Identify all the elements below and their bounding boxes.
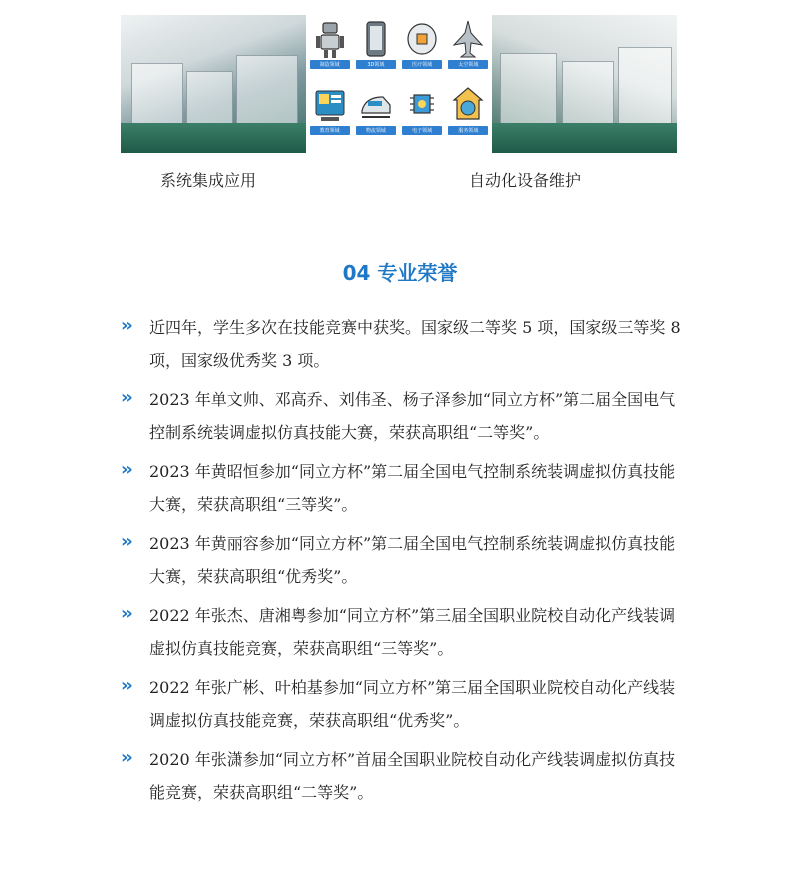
field-electronics — [401, 85, 444, 149]
honor-text: 近四年，学生多次在技能竞赛中获奖。国家级二等奖 5 项，国家级三等奖 8 项，国家级优秀奖 3 项。 — [149, 318, 681, 370]
field-label: 太空领域 — [448, 60, 488, 69]
honor-item — [121, 671, 681, 737]
field-manufacturing — [308, 19, 351, 83]
house-fan-icon — [451, 85, 485, 125]
field-service — [447, 85, 490, 149]
banner-image — [121, 15, 677, 153]
field-label: 医疗领域 — [402, 60, 442, 69]
honor-item — [121, 311, 681, 377]
field-label: 服务领域 — [448, 126, 488, 135]
double-chevron-icon: ›› — [121, 675, 130, 696]
factory-photo-left — [121, 15, 306, 153]
section-title: 04 专业荣誉 — [342, 261, 458, 285]
honor-text: 2022 年张广彬、叶柏基参加“同立方杯”第三届全国职业院校自动化产线装调虚拟仿真技能竞赛，荣获高职组“优秀奖”。 — [149, 678, 676, 730]
honor-item — [121, 455, 681, 521]
application-fields-panel — [306, 15, 492, 153]
honor-text: 2023 年黄昭恒参加“同立方杯”第二届全国电气控制系统装调虚拟仿真技能大赛，荣获高职组“三等奖”。 — [149, 462, 676, 514]
brain-icon — [405, 19, 439, 59]
field-label: 电子领域 — [402, 126, 442, 135]
honor-item — [121, 743, 681, 809]
field-medical — [401, 19, 444, 83]
field-label: 制造领域 — [310, 60, 350, 69]
field-logistics — [354, 85, 397, 149]
honors-list — [121, 311, 681, 809]
factory-photo-right — [492, 15, 677, 153]
caption-system-integration: 系统集成应用 — [160, 171, 257, 190]
honor-item — [121, 599, 681, 665]
caption-equipment-maintenance: 自动化设备维护 — [469, 171, 582, 190]
chip-icon — [405, 85, 439, 125]
field-space — [447, 19, 490, 83]
field-3d — [354, 19, 397, 83]
train-icon — [359, 85, 393, 125]
double-chevron-icon: ›› — [121, 603, 130, 624]
double-chevron-icon: ›› — [121, 459, 130, 480]
double-chevron-icon: ›› — [121, 531, 130, 552]
honor-text: 2022 年张杰、唐湘粤参加“同立方杯”第三届全国职业院校自动化产线装调虚拟仿真技能竞赛，荣获高职组“三等奖”。 — [149, 606, 676, 658]
double-chevron-icon: ›› — [121, 315, 130, 336]
double-chevron-icon: ›› — [121, 387, 130, 408]
honor-text: 2023 年单文帅、邓高乔、刘伟圣、杨子泽参加“同立方杯”第二届全国电气控制系统装调虚拟仿真技能大赛，荣获高职组“二等奖”。 — [149, 390, 676, 442]
field-education — [308, 85, 351, 149]
field-label: 物流领域 — [356, 126, 396, 135]
honor-item — [121, 383, 681, 449]
field-label: 教育领域 — [310, 126, 350, 135]
honor-text: 2020 年张潇参加“同立方杯”首届全国职业院校自动化产线装调虚拟仿真技能竞赛，荣获高职组“二等奖”。 — [149, 750, 676, 802]
double-chevron-icon: ›› — [121, 747, 130, 768]
jet-icon — [451, 19, 485, 59]
field-label: 3D领域 — [356, 60, 396, 69]
honor-text: 2023 年黄丽容参加“同立方杯”第二届全国电气控制系统装调虚拟仿真技能大赛，荣获高职组“优秀奖”。 — [149, 534, 676, 586]
honor-item — [121, 527, 681, 593]
tablet-3d-icon — [359, 19, 393, 59]
classroom-icon — [313, 85, 347, 125]
robot-icon — [313, 19, 347, 59]
